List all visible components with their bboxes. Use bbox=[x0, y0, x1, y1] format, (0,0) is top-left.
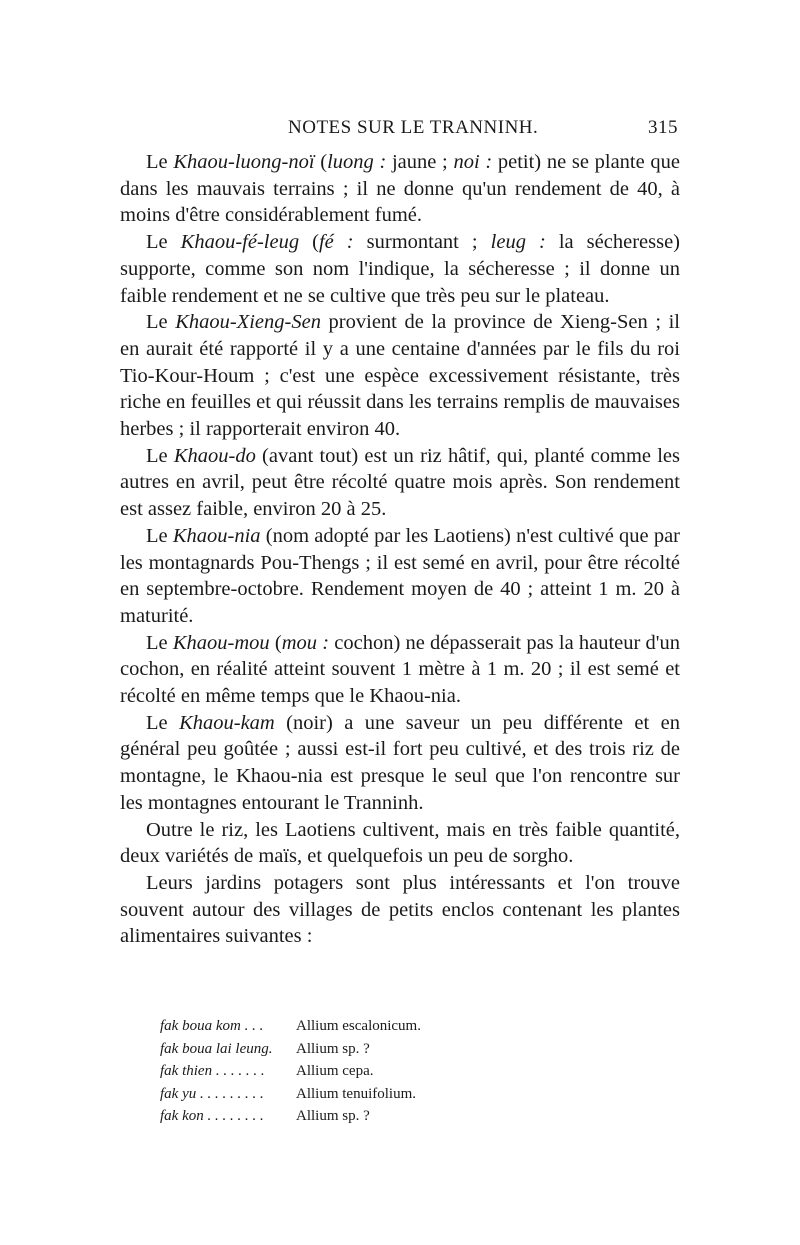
text-run: Outre le riz, les Laotiens cultivent, mais en très faible quantité, deux variétés de maïs, et quelquefois un peu de sorgho. bbox=[120, 818, 680, 868]
plant-latin-name: Allium cepa. bbox=[296, 1063, 374, 1079]
plant-local-name: fak yu . . . . . . . . . bbox=[160, 1085, 264, 1102]
italic-term: Khaou-kam bbox=[179, 711, 275, 734]
italic-term: Khaou-Xieng-Sen bbox=[175, 311, 321, 334]
plant-latin-name: Allium escalonicum. bbox=[296, 1018, 421, 1034]
page-number: 315 bbox=[648, 117, 678, 138]
italic-term: luong : bbox=[327, 151, 387, 173]
text-run: ( bbox=[314, 151, 328, 173]
paragraph bbox=[120, 817, 680, 870]
body-text bbox=[120, 149, 680, 950]
plant-latin-name: Allium sp. ? bbox=[296, 1108, 370, 1124]
paragraph bbox=[120, 229, 680, 309]
italic-term: noi : bbox=[453, 151, 493, 173]
italic-term: leug : bbox=[490, 231, 546, 254]
italic-term: mou : bbox=[281, 631, 330, 654]
plant-entry bbox=[160, 1060, 421, 1083]
text-run: ( bbox=[269, 631, 282, 654]
italic-term: Khaou-luong-noï bbox=[173, 151, 315, 173]
paragraph bbox=[120, 523, 680, 630]
plant-list bbox=[160, 1015, 421, 1128]
text-run: surmontant ; bbox=[353, 231, 491, 254]
paragraph bbox=[120, 870, 680, 950]
text-run: petit) ne se plante que dans les mauvais terrains ; il ne donne qu'un rendement de 40, à moins d'être considérablement fumé. bbox=[120, 151, 680, 227]
text-run: Le bbox=[146, 711, 180, 734]
text-run: Le bbox=[146, 151, 174, 173]
italic-term: Khaou-fé-leug bbox=[180, 231, 300, 254]
text-run: jaune ; bbox=[386, 151, 454, 173]
plant-entry bbox=[160, 1015, 421, 1038]
paragraph bbox=[120, 710, 680, 817]
text-run: Leurs jardins potagers sont plus intéressants et l'on trouve souvent autour des villages de petits enclos contenant les plantes alimentaires suivantes : bbox=[120, 871, 680, 948]
italic-term: Khaou-do bbox=[173, 444, 256, 467]
text-run: (avant tout) est un riz hâtif, qui, planté comme les autres en avril, peut être récolté quatre mois après. Son rendement est assez faible, environ 20 à 25. bbox=[120, 444, 681, 521]
text-run: Le bbox=[146, 444, 174, 467]
paragraph bbox=[120, 149, 680, 229]
plant-local-name: fak thien . . . . . . . bbox=[160, 1063, 265, 1079]
paragraph bbox=[120, 630, 680, 710]
italic-term: fé : bbox=[318, 231, 354, 254]
text-run: Le bbox=[146, 231, 181, 254]
text-run: (nom adopté par les Laotiens) n'est cultivé que par les montagnards Pou-Thengs ; il est semé en avril, pour être récolté en septembre-octobre. Rendement moyen de 40 ; atteint 1 m. 20 à maturité. bbox=[120, 524, 680, 627]
italic-term: Khaou-nia bbox=[172, 524, 261, 547]
plant-local-name: fak kon . . . . . . . . bbox=[160, 1108, 264, 1124]
text-run: Le bbox=[146, 524, 173, 547]
italic-term: Khaou-mou bbox=[172, 631, 270, 654]
plant-entry bbox=[160, 1038, 421, 1061]
running-title: NOTES SUR LE TRANNINH. bbox=[288, 117, 539, 138]
plant-entry bbox=[160, 1083, 421, 1106]
plant-local-name: fak boua kom . . . bbox=[160, 1018, 264, 1034]
text-run: provient de la province de Xieng-Sen ; il en aurait été rapporté il y a une centaine d'années par le fils du roi Tio-Kour-Houm ; c'est une espèce excessivement résistante, très riche en feuilles et qui réussit dans les terrains remplis de mauvaises herbes ; il rapporterait environ 40. bbox=[120, 311, 680, 441]
text-run: la sécheresse) supporte, comme son nom l'indique, la sécheresse ; il donne un faible rendement et ne se cultive que très peu sur le plateau. bbox=[120, 231, 681, 307]
text-run: Le bbox=[146, 631, 173, 654]
plant-entry bbox=[160, 1105, 421, 1128]
text-run: cochon) ne dépasserait pas la hauteur d'un cochon, en réalité atteint souvent 1 mètre à 1 m. 20 ; il est semé et récolté en même temps que le Khaou-nia. bbox=[120, 631, 681, 708]
text-run: (noir) a une saveur un peu différente et en général peu goûtée ; aussi est-il fort peu cultivé, et des trois riz de montagne, le Khaou-nia est presque le seul que l'on rencontre sur les montagnes entourant le Tranninh. bbox=[120, 711, 681, 814]
paragraph bbox=[120, 309, 680, 443]
plant-latin-name: Allium sp. ? bbox=[296, 1040, 370, 1057]
paragraph bbox=[120, 443, 680, 523]
plant-latin-name: Allium tenuifolium. bbox=[296, 1085, 416, 1102]
text-run: ( bbox=[299, 231, 319, 254]
plant-local-name: fak boua lai leung. bbox=[160, 1040, 273, 1057]
text-run: Le bbox=[146, 311, 176, 334]
